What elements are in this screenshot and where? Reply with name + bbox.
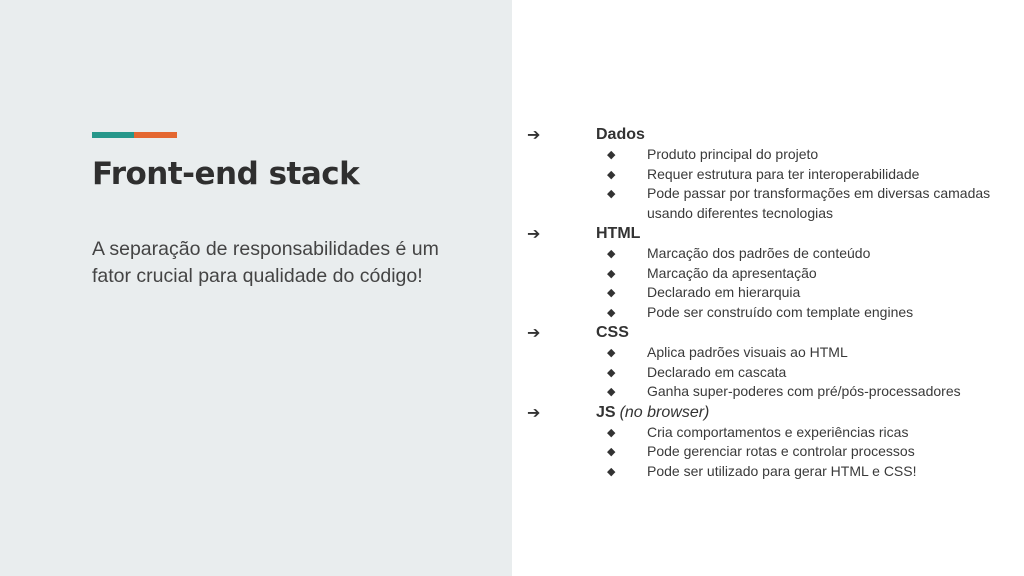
topic-heading <box>527 223 997 244</box>
list-item-text: Marcação dos padrões de conteúdo <box>647 245 871 261</box>
diamond-bullet-icon: ◆ <box>607 266 616 280</box>
accent-bar-orange <box>134 132 177 138</box>
diamond-bullet-icon: ◆ <box>607 464 616 478</box>
list-item <box>527 264 997 284</box>
topic-dados <box>527 124 997 223</box>
diamond-bullet-icon: ◆ <box>607 286 616 299</box>
list-item <box>527 145 997 165</box>
topic-label-text: JS <box>596 403 616 421</box>
list-item <box>527 382 997 402</box>
slide-subtitle: A separação de responsabilidades é um fator crucial para qualidade do código! <box>92 238 439 287</box>
list-item-text: Cria comportamentos e experiências ricas <box>647 423 909 440</box>
diamond-bullet-icon: ◆ <box>607 445 616 458</box>
slide-title: Front-end stack <box>92 156 360 192</box>
diamond-bullet-icon: ◆ <box>607 365 616 379</box>
list-item <box>527 303 997 323</box>
topic-note: (no browser) <box>619 403 710 421</box>
list-item-text: Pode ser utilizado para gerar HTML e CSS! <box>647 462 917 479</box>
list-item <box>527 244 997 264</box>
diamond-bullet-icon: ◆ <box>607 247 616 260</box>
list-item <box>527 283 997 303</box>
arrow-right-icon: ➔ <box>527 402 541 422</box>
sub-list <box>527 423 997 482</box>
list-item-text: Pode ser construído com template engines <box>647 303 914 320</box>
diamond-bullet-icon: ◆ <box>607 167 616 181</box>
list-item <box>527 442 997 462</box>
diamond-bullet-icon: ◆ <box>607 346 616 359</box>
list-item-text: Requer estrutura para ter interoperabilidade <box>647 165 920 182</box>
topic-html <box>527 223 997 322</box>
list-item <box>527 363 997 383</box>
topic-label <box>596 402 709 423</box>
diamond-bullet-icon: ◆ <box>607 148 616 161</box>
list-item-text: Declarado em hierarquia <box>647 284 801 300</box>
list-item <box>527 462 997 482</box>
list-item <box>527 184 997 223</box>
arrow-right-icon: ➔ <box>527 224 541 243</box>
topic-list <box>527 124 997 481</box>
topic-label: CSS <box>596 324 629 341</box>
accent-bar <box>92 132 177 138</box>
list-item-text: Aplica padrões visuais ao HTML <box>647 344 848 360</box>
topic-js <box>527 402 997 482</box>
topic-heading <box>527 124 997 145</box>
list-item-text: Ganha super-poderes com pré/pós-processadores <box>647 383 961 399</box>
list-item-text: Pode passar por transformações em diversas camadas usando diferentes tecnologias <box>647 185 991 221</box>
topic-label: Dados <box>596 126 645 143</box>
accent-bar-teal <box>92 132 134 138</box>
list-item-text: Marcação da apresentação <box>647 264 817 281</box>
diamond-bullet-icon: ◆ <box>607 425 616 439</box>
arrow-right-icon: ➔ <box>527 323 541 342</box>
list-item <box>527 165 997 185</box>
list-item-text: Pode gerenciar rotas e controlar processos <box>647 443 915 459</box>
diamond-bullet-icon: ◆ <box>607 187 616 200</box>
list-item <box>527 343 997 363</box>
sub-list <box>527 343 997 402</box>
topic-label: HTML <box>596 225 641 242</box>
sub-list <box>527 244 997 322</box>
topic-css <box>527 322 997 402</box>
arrow-right-icon: ➔ <box>527 125 541 144</box>
list-item <box>527 423 997 443</box>
list-item-text: Produto principal do projeto <box>647 146 819 162</box>
diamond-bullet-icon: ◆ <box>607 385 616 398</box>
diamond-bullet-icon: ◆ <box>607 305 616 319</box>
sub-list <box>527 145 997 223</box>
topic-heading <box>527 402 997 423</box>
list-item-text: Declarado em cascata <box>647 363 787 380</box>
topic-heading <box>527 322 997 343</box>
